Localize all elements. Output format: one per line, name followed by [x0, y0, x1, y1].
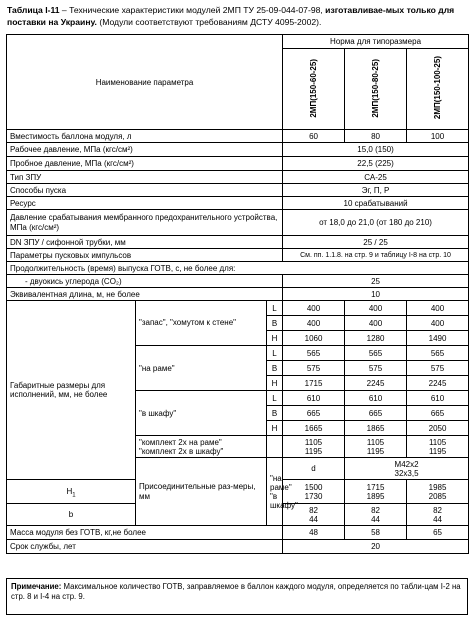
row-service-value: 20 — [283, 540, 469, 554]
dims-value: 1665 — [283, 421, 345, 436]
dims-param: L — [267, 391, 283, 406]
row-membrane-value: от 18,0 до 21,0 (от 180 до 210) — [283, 210, 469, 236]
dims-value: 2245 — [407, 376, 469, 391]
row-dn-label: DN ЗПУ / сифонной трубки, мм — [7, 236, 283, 249]
title-bold-text: изготавливае-мых только для поставки на Украину. — [7, 5, 455, 27]
dims-param: B — [267, 406, 283, 421]
row-start-params-label: Параметры пусковых импульсов — [7, 249, 283, 262]
connect-param-b: b — [7, 504, 136, 526]
header-model-2: 2МП(150-80-25) — [345, 49, 407, 130]
connect-h1-value: 1500 1730 — [283, 480, 345, 504]
dims-value: 565 — [345, 346, 407, 361]
row-mass-value-1: 48 — [283, 526, 345, 540]
table-number: Таблица I-11 — [7, 5, 60, 15]
dims-param: B — [267, 316, 283, 331]
dims-value: 665 — [407, 406, 469, 421]
row-work-pressure-value: 15,0 (150) — [283, 143, 469, 157]
row-capacity-label: Вместимость баллона модуля, л — [7, 130, 283, 143]
connect-h1-value: 1985 2085 — [407, 480, 469, 504]
dims-value: 400 — [345, 316, 407, 331]
dims-value: 1280 — [345, 331, 407, 346]
dims-value: 575 — [345, 361, 407, 376]
dims-value: 610 — [283, 391, 345, 406]
dims-group-3-name: "в шкафу" — [136, 391, 267, 436]
connect-name: "на раме" "в шкафу" — [267, 458, 283, 526]
connect-label: Присоединительные раз-меры, мм — [136, 458, 267, 526]
spec-table — [6, 34, 469, 554]
row-resource-label: Ресурс — [7, 197, 283, 210]
dims-value: 575 — [407, 361, 469, 376]
dims-kit-value: 1105 1195 — [283, 436, 345, 458]
dims-group-1-name: "запас", "хомутом к стене" — [136, 301, 267, 346]
row-resource-value: 10 срабатываний — [283, 197, 469, 210]
row-dn-value: 25 / 25 — [283, 236, 469, 249]
dims-value: 400 — [407, 316, 469, 331]
connect-param-h1: $H_1$ — [7, 480, 136, 504]
dims-value: 2050 — [407, 421, 469, 436]
dims-kit-param — [267, 436, 283, 458]
dims-value: 610 — [345, 391, 407, 406]
row-co2-value: 25 — [283, 275, 469, 288]
row-mass-label: Масса модуля без ГОТВ, кг,не более — [7, 526, 283, 540]
row-start-params-value: См. пп. 1.1.8. на стр. 9 и таблицу I-8 на стр. 10 — [283, 249, 469, 262]
dims-label: Габаритные размеры для исполнений, мм, не более — [7, 301, 136, 480]
row-capacity-value-1: 60 — [283, 130, 345, 143]
dims-value: 565 — [407, 346, 469, 361]
row-zpu-type-value: СА-25 — [283, 171, 469, 184]
dims-param: B — [267, 361, 283, 376]
note-text: Максимальное количество ГОТВ, заправляемое в баллон каждого модуля, определяется по табли-цам I-2 на стр. 8 и I-4 на стр. 9. — [11, 582, 461, 601]
title-text: – Технические характеристики модулей 2МП ТУ 25-09-044-07-98, — [59, 5, 326, 15]
connect-param-d: d — [283, 458, 345, 480]
dims-param: H — [267, 376, 283, 391]
row-test-pressure-value: 22,5 (225) — [283, 157, 469, 171]
row-capacity-value-3: 100 — [407, 130, 469, 143]
dims-value: 1715 — [283, 376, 345, 391]
dims-param: L — [267, 346, 283, 361]
row-mass-value-2: 58 — [345, 526, 407, 540]
dims-kit-value: 1105 1195 — [407, 436, 469, 458]
row-test-pressure-label: Пробное давление, МПа (кгс/см²) — [7, 157, 283, 171]
connect-b-value: 82 44 — [407, 504, 469, 526]
table-title — [7, 4, 469, 28]
dims-param: H — [267, 331, 283, 346]
dims-value: 400 — [407, 301, 469, 316]
row-equiv-length-label: Эквивалентная длина, м, не более — [7, 288, 283, 301]
dims-value: 400 — [283, 301, 345, 316]
dims-param: L — [267, 301, 283, 316]
header-param-name: Наименование параметра — [7, 35, 283, 130]
dims-value: 575 — [283, 361, 345, 376]
row-zpu-type-label: Тип ЗПУ — [7, 171, 283, 184]
dims-value: 2245 — [345, 376, 407, 391]
dims-value: 665 — [345, 406, 407, 421]
connect-b-value: 82 44 — [345, 504, 407, 526]
row-mass-value-3: 65 — [407, 526, 469, 540]
row-service-label: Срок службы, лет — [7, 540, 283, 554]
row-start-methods-value: Эг, П, Р — [283, 184, 469, 197]
row-work-pressure-label: Рабочее давление, МПа (кгс/см²) — [7, 143, 283, 157]
header-model-3: 2МП(150-100-25) — [407, 49, 469, 130]
connect-b-value: 82 44 — [283, 504, 345, 526]
dims-value: 1060 — [283, 331, 345, 346]
header-model-1: 2МП(150-60-25) — [283, 49, 345, 130]
dims-value: 1865 — [345, 421, 407, 436]
connect-h1-value: 1715 1895 — [345, 480, 407, 504]
row-co2-label: - двуокись углерода (CO₂) — [7, 275, 283, 288]
header-norm: Норма для типоразмера — [283, 35, 469, 49]
dims-param: H — [267, 421, 283, 436]
dims-kit-name: "комплект 2х на раме" "комплект 2х в шкафу" — [136, 436, 267, 458]
connect-d-value: M42x2 32x3,5 — [345, 458, 469, 480]
note-label: Примечание: — [11, 582, 62, 591]
table-note — [6, 578, 468, 615]
dims-kit-value: 1105 1195 — [345, 436, 407, 458]
row-membrane-label: Давление срабатывания мембранного предохранительного устройства, МПа (кгс/см²) — [7, 210, 283, 236]
title-standard-note: (Модули соответствуют требованиям ДСТУ 4095-2002). — [96, 17, 322, 27]
row-duration-label: Продолжительность (время) выпуска ГОТВ, с, не более для: — [7, 262, 469, 275]
dims-value: 400 — [283, 316, 345, 331]
dims-value: 610 — [407, 391, 469, 406]
dims-value: 565 — [283, 346, 345, 361]
dims-value: 400 — [345, 301, 407, 316]
dims-value: 1490 — [407, 331, 469, 346]
row-start-methods-label: Способы пуска — [7, 184, 283, 197]
row-capacity-value-2: 80 — [345, 130, 407, 143]
dims-group-2-name: "на раме" — [136, 346, 267, 391]
dims-value: 665 — [283, 406, 345, 421]
row-equiv-length-value: 10 — [283, 288, 469, 301]
